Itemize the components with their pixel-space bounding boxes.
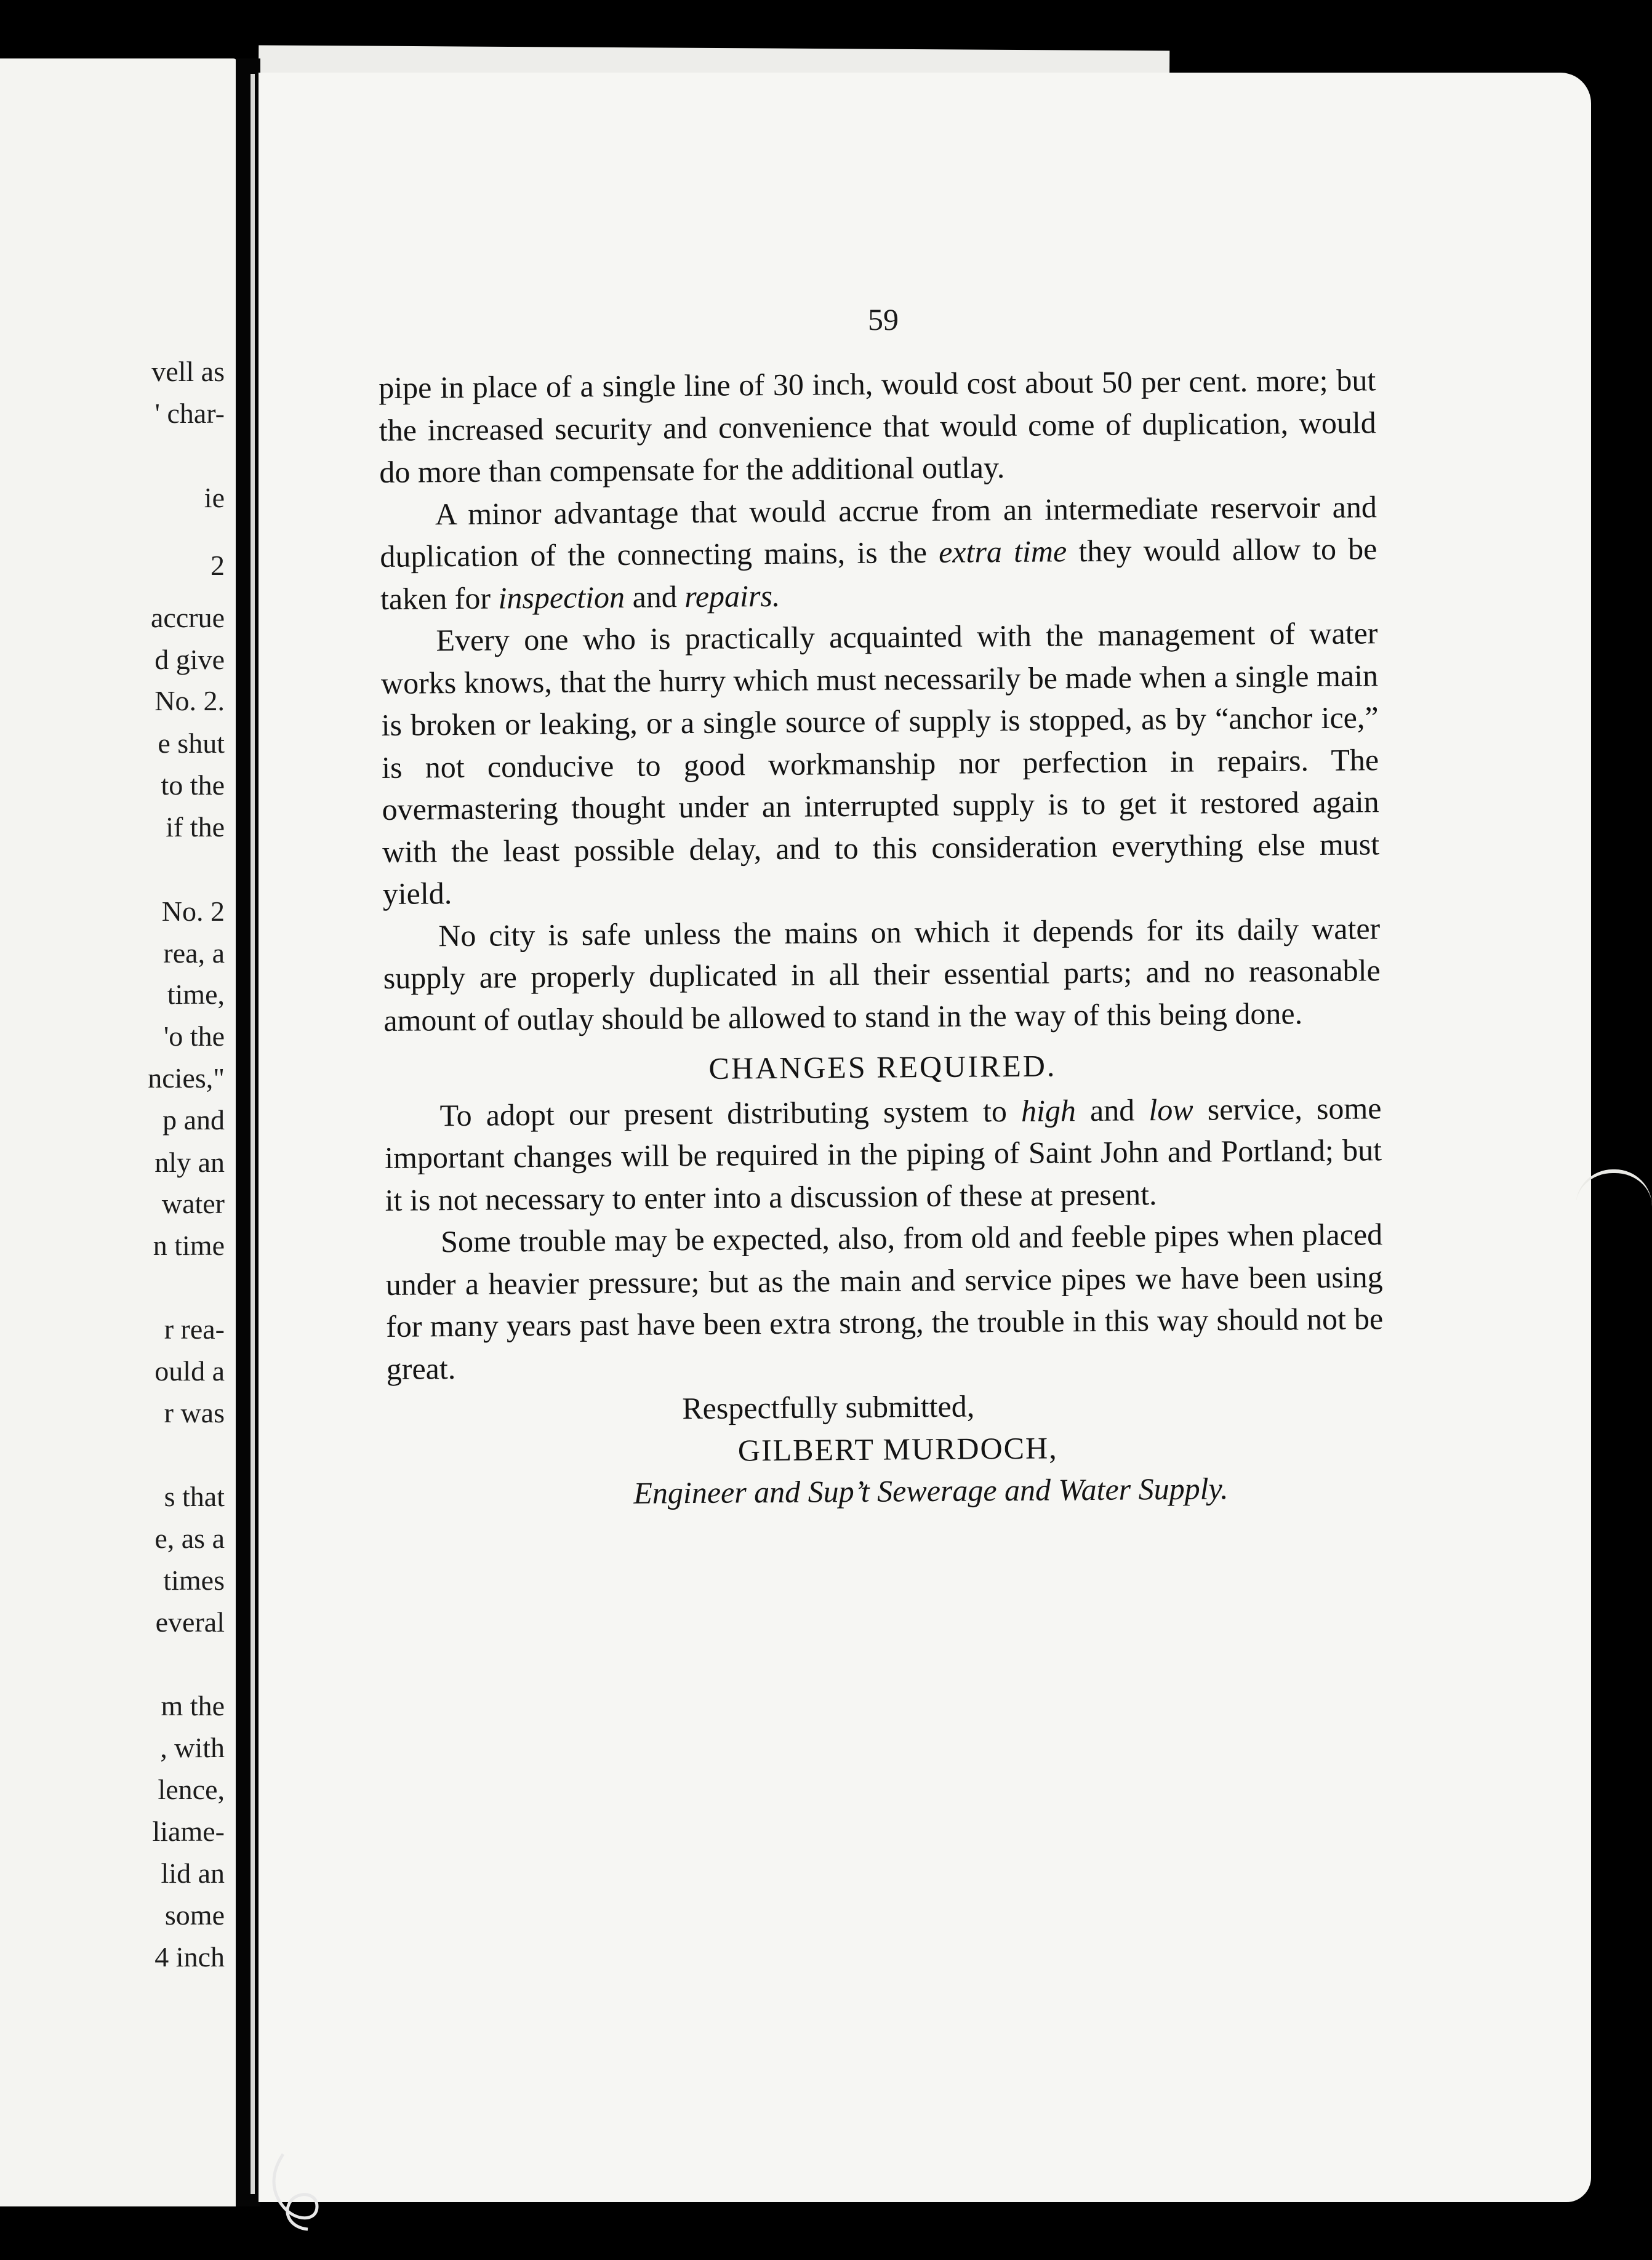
paragraph-2-part-b: they would allow to be taken for xyxy=(380,531,1377,616)
left-page-line: lence, xyxy=(158,1774,225,1805)
page-body xyxy=(379,359,1385,1516)
left-page-line: everal xyxy=(155,1606,225,1638)
left-page-line: nly an xyxy=(154,1147,225,1178)
paragraph-5-text xyxy=(384,1087,1382,1221)
paragraph-2-part-a: A minor advantage that would accrue from an intermediate reservoir and duplication of the connecting mains, is the xyxy=(380,489,1377,574)
left-page-line: e, as a xyxy=(154,1523,225,1554)
paragraph-4 xyxy=(383,907,1381,1041)
left-page-line: 4 inch xyxy=(154,1941,225,1973)
paragraph-5 xyxy=(384,1087,1382,1221)
left-page-line: ncies," xyxy=(148,1062,225,1094)
left-page-line: rea, a xyxy=(163,937,225,969)
paragraph-4-text: No city is safe unless the mains on which it depends for its daily water supply are properly duplicated in all their essential parts; and no reasonable amount of outlay should be allowed to stand in the way of this being done. xyxy=(383,910,1381,1038)
paragraph-6 xyxy=(385,1213,1384,1390)
left-page-line: if the xyxy=(166,811,225,843)
emphasis-low: low xyxy=(1149,1092,1193,1127)
paragraph-5-part-c: service, some important changes will be required in the piping of Saint John and Portland; but it is not necessary to enter into a discussion of these at present. xyxy=(384,1090,1382,1217)
pen-mark xyxy=(259,2148,332,2234)
paragraph-3 xyxy=(380,612,1380,915)
left-page-line: times xyxy=(163,1565,225,1596)
paragraph-2-text xyxy=(380,486,1378,620)
left-page-line: to the xyxy=(161,769,225,801)
left-page-line: ' char- xyxy=(154,398,225,429)
signature-title: Engineer and Sup’t Sewerage and Water Supply. xyxy=(633,1471,1229,1510)
left-page-line: r rea- xyxy=(164,1313,225,1345)
left-page-line: accrue xyxy=(151,602,225,633)
paragraph-6-text: Some trouble may be expected, also, from old and feeble pipes when placed under a heavier pressure; but as the main and service pipes we have been using for many years past have been extra strong, the trouble in this way should not be great. xyxy=(385,1217,1384,1386)
book-spine xyxy=(236,58,260,2206)
left-page-line: n time xyxy=(153,1230,225,1261)
left-page-line: time, xyxy=(167,979,225,1010)
left-page-line: m the xyxy=(161,1690,225,1721)
paragraph-2 xyxy=(380,486,1378,620)
paragraph-2-part-c: and xyxy=(624,579,685,614)
emphasis-inspection: inspection xyxy=(498,579,625,615)
emphasis-repairs: repairs. xyxy=(684,578,780,614)
left-page-line: , with xyxy=(160,1732,225,1763)
left-page-line: e shut xyxy=(158,727,225,759)
left-page-line: No. 2 xyxy=(161,896,225,927)
closing-line: Respectfully submitted, xyxy=(682,1388,975,1426)
emphasis-extra-time: extra time xyxy=(938,534,1067,569)
signature-name: GILBERT MURDOCH, xyxy=(737,1430,1058,1467)
paragraph-3-text: Every one who is practically acquainted with the management of water works knows, that the hurry which must necessarily be made when a single main is broken or leaking, or a single source of supply is stopped, as by “anchor ice,” is not conducive to good workmanship nor perfection in repairs. The overmastering thought under an interrupted supply is to get it restored again with the least possible delay, and to this consideration everything else must yield. xyxy=(380,615,1380,911)
left-page-line: some xyxy=(164,1899,225,1931)
left-page-line: p and xyxy=(162,1104,225,1136)
left-page-line: No. 2. xyxy=(154,685,225,716)
emphasis-high: high xyxy=(1020,1092,1077,1128)
left-page-line: d give xyxy=(154,644,225,675)
section-heading: CHANGES REQUIRED. xyxy=(708,1048,1057,1086)
left-page-line: water xyxy=(161,1188,225,1219)
left-page-line: ould a xyxy=(154,1355,225,1387)
paragraph-1 xyxy=(379,359,1377,493)
left-page-line: vell as xyxy=(151,356,225,387)
page-number: 59 xyxy=(868,302,899,337)
left-page-line: lid an xyxy=(161,1857,225,1889)
left-page-line: 'o the xyxy=(164,1020,225,1052)
paragraph-5-part-b: and xyxy=(1075,1092,1149,1128)
left-page-line: ie xyxy=(204,482,225,513)
paragraph-5-part-a: To adopt our present distributing system to xyxy=(439,1093,1022,1132)
page-edge-line xyxy=(251,74,255,2194)
left-page-line: s that xyxy=(164,1481,225,1512)
paragraph-1-text: pipe in place of a single line of 30 inch, would cost about 50 per cent. more; but the increased security and convenience that would come of duplication, would do more than compensate for the additional outlay. xyxy=(379,363,1376,489)
left-page-line: liame- xyxy=(152,1816,225,1847)
left-page-line: r was xyxy=(164,1397,225,1429)
left-page xyxy=(0,58,237,2206)
left-page-line: 2 xyxy=(211,550,225,581)
